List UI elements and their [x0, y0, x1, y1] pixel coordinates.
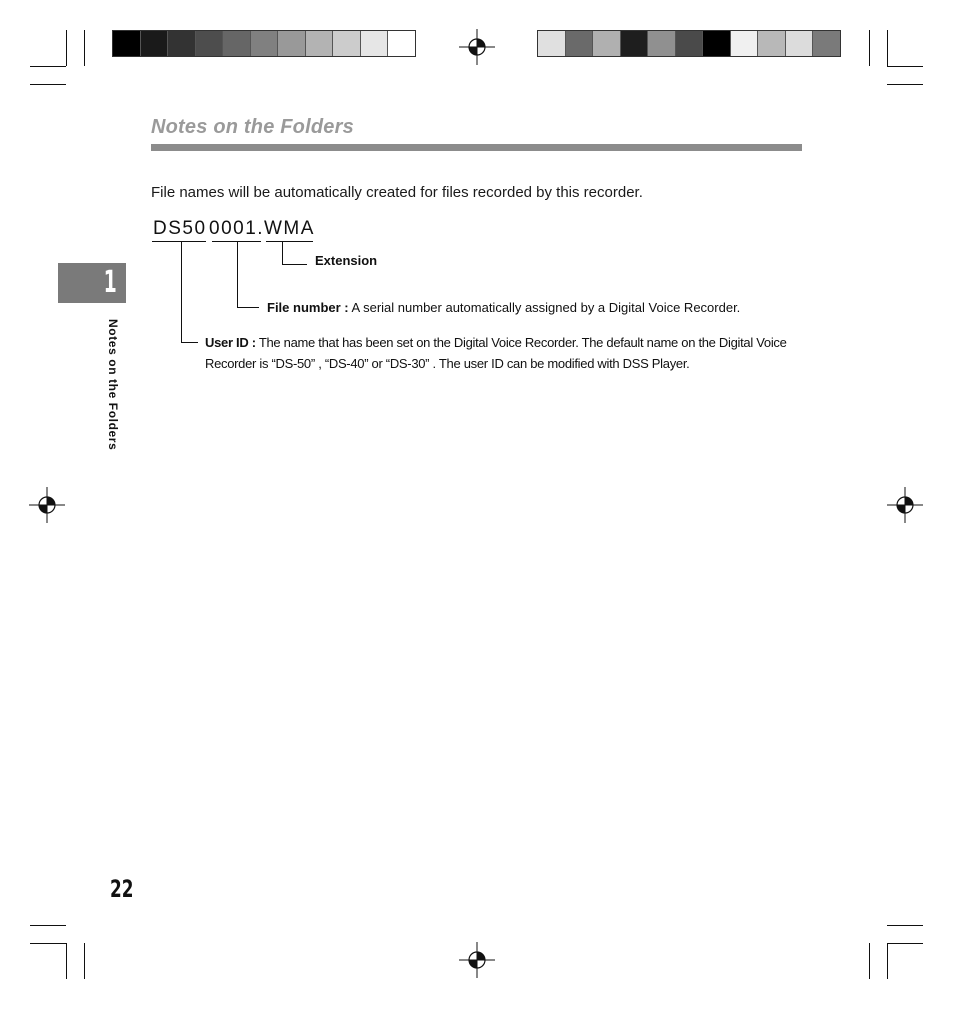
user-id-callout [205, 332, 810, 374]
color-swatch [703, 31, 731, 56]
color-swatch [306, 31, 334, 56]
color-swatch [566, 31, 594, 56]
color-calibration-bar [537, 30, 841, 57]
title-rule [151, 144, 802, 151]
extension-label: Extension [315, 253, 378, 268]
registration-mark-icon [29, 487, 65, 523]
color-swatch [758, 31, 786, 56]
page-number: 22 [110, 875, 134, 903]
color-swatch [223, 31, 251, 56]
color-swatch [731, 31, 759, 56]
user-id-text: The name that has been set on the Digital Voice Recorder. The default name on the Digital Voice Recorder is “DS-50” , “DS-40” or “DS-30” . The user ID can be modified with DSS Player. [205, 335, 787, 371]
chapter-number: 1 [103, 265, 117, 300]
chapter-tab [58, 263, 126, 303]
gray-calibration-bar [112, 30, 416, 57]
filename-extension-part: WMA [264, 218, 315, 239]
user-id-label: User ID : [205, 335, 256, 350]
color-swatch [278, 31, 306, 56]
filename-number-part: 0001. [209, 218, 265, 239]
color-swatch [621, 31, 649, 56]
registration-mark-icon [459, 29, 495, 65]
extension-connector [282, 241, 283, 264]
color-swatch [538, 31, 566, 56]
color-swatch [813, 31, 840, 56]
color-swatch [388, 31, 415, 56]
user-id-underline [152, 241, 206, 242]
intro-text: File names will be automatically created for files recorded by this recorder. [151, 184, 643, 201]
color-swatch [251, 31, 279, 56]
file-number-connector [237, 307, 259, 308]
filename-user-id-part: DS50 [153, 218, 207, 239]
extension-underline [266, 241, 313, 242]
user-id-connector [181, 342, 198, 343]
color-swatch [113, 31, 141, 56]
file-number-text: A serial number automatically assigned by a Digital Voice Recorder. [351, 300, 741, 315]
color-swatch [648, 31, 676, 56]
file-number-connector [237, 241, 238, 307]
color-swatch [593, 31, 621, 56]
user-id-connector [181, 241, 182, 342]
color-swatch [196, 31, 224, 56]
color-swatch [786, 31, 814, 56]
file-number-label: File number : [267, 300, 349, 315]
color-swatch [361, 31, 389, 56]
color-swatch [168, 31, 196, 56]
file-number-callout [267, 300, 740, 315]
chapter-side-label: Notes on the Folders [106, 319, 120, 451]
color-swatch [141, 31, 169, 56]
section-title: Notes on the Folders [151, 116, 354, 138]
extension-callout [315, 253, 377, 268]
registration-mark-icon [459, 942, 495, 978]
color-swatch [676, 31, 704, 56]
extension-connector [282, 264, 307, 265]
color-swatch [333, 31, 361, 56]
registration-mark-icon [887, 487, 923, 523]
